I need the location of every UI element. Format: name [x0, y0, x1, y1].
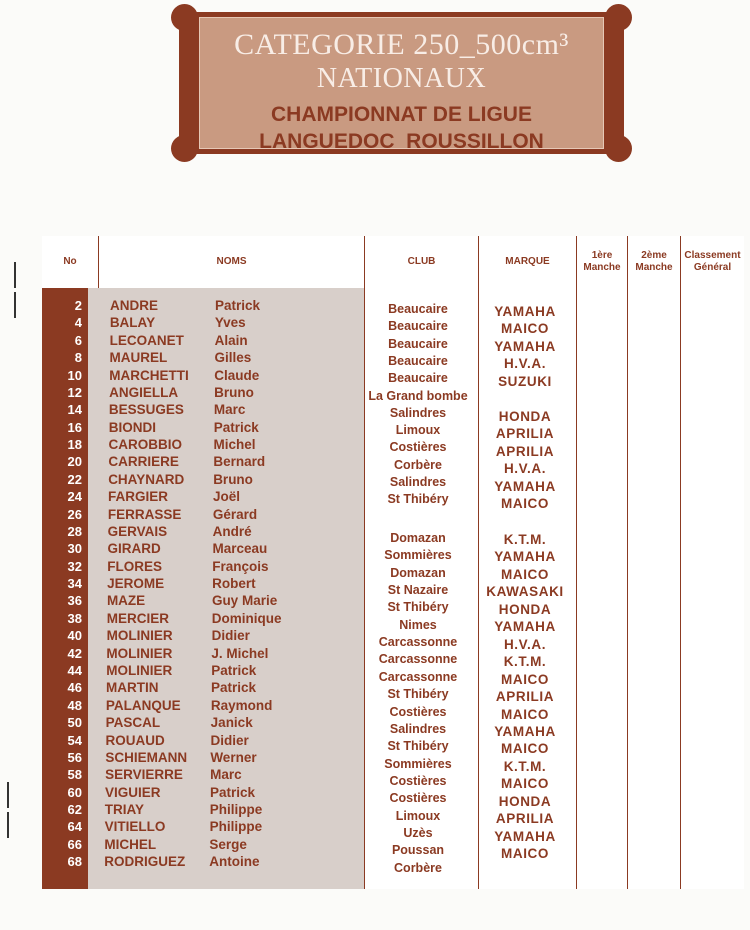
- rider-marque: HONDA: [498, 601, 552, 617]
- rider-number: 32: [67, 558, 82, 574]
- rider-marque: K.T.M.: [503, 532, 547, 547]
- rider-firstname: André: [212, 523, 252, 539]
- rider-lastname: MOLINIER: [106, 645, 173, 661]
- rider-number: 22: [67, 471, 82, 487]
- rider-lastname: VIGUIER: [104, 784, 161, 800]
- rider-number: 12: [67, 384, 82, 400]
- rider-firstname: Werner: [210, 749, 257, 765]
- rider-lastname: BALAY: [109, 315, 156, 331]
- rider-marque: K.T.M.: [503, 758, 547, 774]
- rider-firstname: Michel: [213, 437, 256, 453]
- table-header: [42, 236, 744, 290]
- rider-club: Costières: [389, 704, 447, 719]
- rider-club: Nimes: [399, 617, 437, 632]
- rider-firstname: Dominique: [211, 610, 282, 626]
- rider-marque: MAICO: [501, 846, 549, 862]
- rider-number: 36: [67, 593, 82, 609]
- rider-marque: APRILIA: [495, 689, 555, 705]
- rider-number: 30: [67, 541, 82, 557]
- rider-lastname: RODRIGUEZ: [104, 854, 186, 870]
- rider-marque: H.V.A.: [503, 461, 547, 477]
- rider-number: 54: [67, 732, 82, 748]
- rider-lastname: MARTIN: [106, 680, 159, 696]
- rider-lastname: BESSUGES: [108, 402, 184, 418]
- rider-number: 38: [67, 610, 82, 626]
- rider-lastname: MICHEL: [104, 836, 157, 852]
- rider-club: Poussan: [391, 843, 445, 858]
- rider-lastname: CAROBBIO: [108, 437, 183, 453]
- rider-number: 10: [67, 367, 82, 383]
- rider-number: 24: [67, 489, 82, 505]
- rider-firstname: François: [212, 558, 269, 574]
- rider-marque: SUZUKI: [498, 373, 552, 389]
- binding-mark: [14, 292, 16, 318]
- rider-lastname: MOLINIER: [106, 628, 173, 644]
- rider-club: Carcassonne: [378, 652, 458, 667]
- rider-lastname: MERCIER: [106, 610, 170, 626]
- category-title: CATEGORIE 250_500cm³: [234, 28, 569, 61]
- rider-marque: MAICO: [501, 496, 549, 511]
- header-marque: MARQUE: [478, 236, 576, 288]
- rider-firstname: Bruno: [214, 384, 254, 400]
- rider-lastname: ANDRE: [110, 298, 159, 313]
- rider-firstname: Philippe: [209, 819, 263, 835]
- rider-marque: HONDA: [498, 409, 552, 424]
- rider-number: 62: [67, 802, 82, 818]
- rider-number: 48: [67, 697, 82, 713]
- rider-number: 44: [67, 662, 82, 678]
- rider-marque: APRILIA: [495, 443, 555, 459]
- rider-club: St Thibéry: [387, 739, 449, 754]
- rider-club: Uzès: [403, 825, 433, 840]
- rider-number: 16: [67, 419, 82, 435]
- rider-marque: YAMAHA: [494, 723, 556, 739]
- region-title: LANGUEDOC_ROUSSILLON: [259, 130, 544, 153]
- rider-firstname: J. Michel: [211, 645, 269, 661]
- category-subtitle: NATIONAUX: [316, 63, 487, 94]
- rider-marque: MAICO: [501, 321, 549, 337]
- rider-firstname: Patrick: [213, 419, 259, 435]
- binding-mark: [14, 262, 16, 288]
- rider-lastname: PASCAL: [105, 715, 161, 731]
- rider-firstname: Alain: [214, 332, 248, 348]
- rider-firstname: Marceau: [212, 541, 268, 557]
- rider-firstname: Gérard: [212, 506, 258, 522]
- rider-marque: MAICO: [501, 741, 549, 757]
- manche1-column: [576, 288, 627, 889]
- rider-firstname: Antoine: [209, 854, 260, 870]
- manche2-column: [627, 288, 680, 889]
- rider-number: 56: [67, 749, 82, 765]
- binding-mark: [7, 812, 9, 838]
- rider-club: Beaucaire: [388, 319, 448, 334]
- rider-firstname: Didier: [210, 732, 249, 748]
- rider-number: 8: [74, 350, 82, 366]
- rider-number: 42: [67, 645, 82, 661]
- rider-club: Costières: [389, 773, 447, 788]
- rider-number: 68: [67, 854, 82, 870]
- classement-column: [680, 288, 744, 889]
- rider-marque: H.V.A.: [503, 636, 547, 652]
- rider-lastname: SCHIEMANN: [105, 749, 188, 765]
- rider-firstname: Robert: [212, 576, 256, 592]
- rider-firstname: Bruno: [213, 471, 253, 487]
- rider-firstname: Patrick: [211, 662, 257, 678]
- binding-mark: [7, 782, 9, 808]
- header-manche1: 1ère Manche: [576, 236, 627, 288]
- rider-club: Salindres: [389, 405, 447, 420]
- rider-lastname: LECOANET: [109, 332, 184, 348]
- plaque-corner-dot: [171, 135, 198, 162]
- rider-firstname: Didier: [211, 628, 250, 644]
- rider-number: 58: [67, 767, 82, 783]
- rider-lastname: GIRARD: [107, 541, 161, 557]
- championship-title: CHAMPIONNAT DE LIGUE: [271, 103, 532, 126]
- plaque-frame: [179, 12, 624, 154]
- rider-club: Beaucaire: [388, 353, 448, 368]
- rider-lastname: CHAYNARD: [108, 471, 185, 487]
- rider-lastname: BIONDI: [108, 419, 156, 435]
- rider-club: Domazan: [390, 565, 446, 580]
- rider-firstname: Patrick: [215, 298, 261, 313]
- rider-lastname: MOLINIER: [106, 662, 173, 678]
- rider-number: 6: [74, 332, 82, 348]
- rider-club: Beaucaire: [388, 336, 448, 351]
- rider-marque: HONDA: [498, 793, 552, 809]
- rider-club: Corbère: [394, 860, 442, 875]
- rider-club: Domazan: [390, 531, 446, 545]
- rider-number: 2: [74, 298, 82, 313]
- rider-club: Salindres: [389, 475, 447, 489]
- rider-number: 40: [67, 628, 82, 644]
- rider-lastname: TRIAY: [104, 802, 145, 818]
- rider-club: Beaucaire: [388, 371, 448, 386]
- rider-lastname: ANGIELLA: [109, 384, 179, 400]
- rider-club: St Nazaire: [387, 583, 449, 598]
- header-manche2: 2ème Manche: [627, 236, 680, 288]
- rider-number: 46: [67, 680, 82, 696]
- rider-lastname: FARGIER: [108, 489, 169, 505]
- rider-marque: YAMAHA: [494, 828, 556, 844]
- rider-marque: K.T.M.: [503, 654, 547, 670]
- rider-firstname: Patrick: [211, 680, 257, 696]
- rider-club: Sommières: [384, 756, 452, 771]
- rider-lastname: MAZE: [106, 593, 146, 609]
- header-num: No: [63, 256, 77, 267]
- rider-marque: YAMAHA: [494, 338, 556, 354]
- plaque-corner-dot: [605, 135, 632, 162]
- rider-firstname: Marc: [213, 402, 246, 418]
- rider-marque: YAMAHA: [494, 549, 556, 565]
- header-classement: Classement Général: [680, 236, 744, 288]
- rider-club: Salindres: [389, 721, 447, 736]
- rider-number: 28: [67, 523, 82, 539]
- rider-lastname: PALANQUE: [105, 697, 181, 713]
- rider-marque: MAICO: [501, 776, 549, 792]
- rider-firstname: Serge: [209, 836, 247, 852]
- rider-club: Limoux: [395, 808, 441, 823]
- rider-number: 18: [67, 437, 82, 453]
- rider-marque: MAICO: [501, 566, 549, 582]
- rider-firstname: Gilles: [214, 350, 252, 366]
- rider-lastname: SERVIERRE: [105, 767, 183, 783]
- rider-marque: APRILIA: [495, 811, 555, 827]
- rider-number: 34: [67, 576, 82, 592]
- rider-firstname: Joël: [213, 489, 241, 505]
- rider-lastname: ROUAUD: [105, 732, 165, 748]
- rider-lastname: MAUREL: [109, 350, 168, 366]
- rider-marque: MAICO: [501, 671, 549, 687]
- rider-club: Corbère: [394, 457, 442, 472]
- rider-lastname: GERVAIS: [107, 523, 168, 539]
- rider-club: Beaucaire: [388, 302, 448, 316]
- header-noms: NOMS: [98, 236, 364, 288]
- header-club: CLUB: [364, 236, 478, 288]
- rider-club: Limoux: [395, 423, 441, 438]
- rider-marque: YAMAHA: [494, 478, 556, 494]
- rider-lastname: JEROME: [107, 576, 165, 592]
- rider-number: 50: [67, 715, 82, 731]
- rider-lastname: MARCHETTI: [109, 367, 189, 383]
- rider-club: St Thibéry: [387, 687, 449, 702]
- rider-number: 60: [67, 784, 82, 800]
- rider-firstname: Marc: [210, 767, 242, 783]
- rider-firstname: Yves: [214, 315, 246, 331]
- rider-number: 66: [67, 836, 82, 852]
- rider-firstname: Guy Marie: [211, 593, 278, 609]
- rider-firstname: Janick: [210, 715, 253, 731]
- rider-club: St Thibéry: [387, 600, 449, 615]
- rider-firstname: Patrick: [209, 784, 255, 800]
- rider-lastname: FERRASSE: [107, 506, 182, 522]
- rider-marque: H.V.A.: [503, 356, 547, 372]
- rider-club: Sommières: [384, 548, 452, 563]
- rider-club: Carcassonne: [378, 669, 458, 684]
- rider-club: Costières: [389, 791, 447, 806]
- rider-marque: KAWASAKI: [486, 584, 564, 600]
- rider-club: Costières: [389, 440, 447, 455]
- rider-firstname: Philippe: [209, 802, 263, 818]
- rider-number: 4: [74, 315, 82, 331]
- plaque-corner-dot: [171, 4, 198, 31]
- rider-marque: APRILIA: [495, 426, 555, 442]
- rider-number: 26: [67, 506, 82, 522]
- rider-number: 64: [67, 819, 82, 835]
- rider-club: La Grand bombe: [368, 388, 468, 403]
- rider-firstname: Claude: [214, 367, 260, 383]
- rider-number: 14: [67, 402, 82, 418]
- rider-number: 20: [67, 454, 82, 470]
- title-plaque: [171, 4, 632, 162]
- rider-marque: YAMAHA: [494, 619, 556, 635]
- plaque-corner-dot: [605, 4, 632, 31]
- rider-club: St Thibéry: [387, 492, 449, 507]
- rider-lastname: CARRIERE: [108, 454, 179, 470]
- rider-marque: YAMAHA: [494, 304, 556, 319]
- rider-club: Carcassonne: [378, 635, 458, 650]
- rider-lastname: FLORES: [107, 558, 163, 574]
- rider-marque: MAICO: [501, 706, 549, 722]
- rider-firstname: Bernard: [213, 454, 266, 470]
- rider-firstname: Raymond: [210, 697, 273, 713]
- rider-lastname: VITIELLO: [104, 819, 166, 835]
- plaque-inner: [199, 17, 604, 153]
